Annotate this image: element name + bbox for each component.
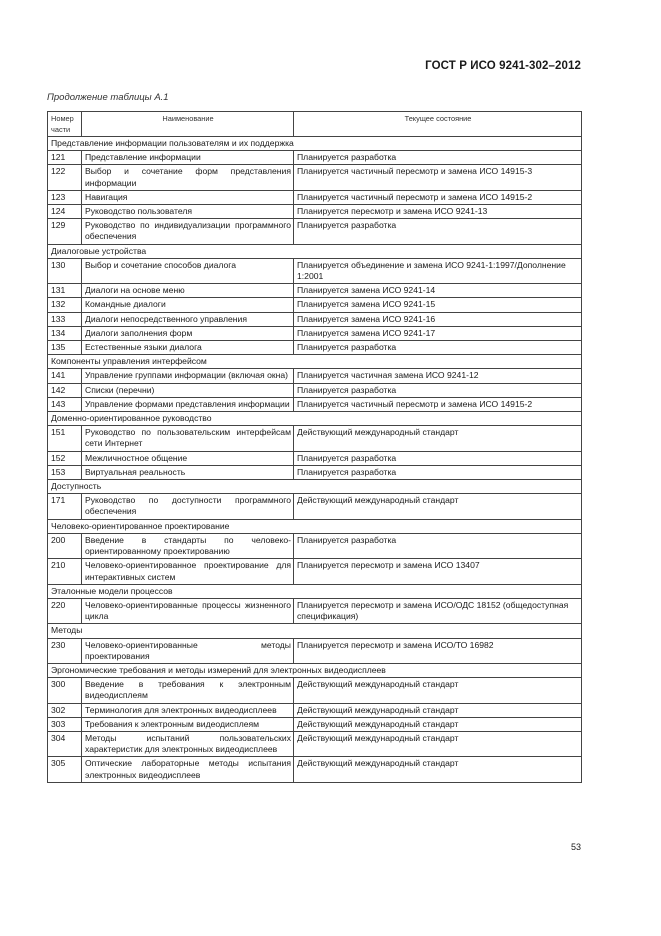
part-name: Руководство пользователя <box>82 205 294 219</box>
section-title: Диалоговые устройства <box>48 244 582 258</box>
section-title: Компоненты управления интерфейсом <box>48 355 582 369</box>
part-number: 303 <box>48 717 82 731</box>
part-status: Планируется разработка <box>294 151 582 165</box>
part-status: Планируется пересмотр и замена ИСО/ОДС 18152 (общедоступная спецификация) <box>294 598 582 623</box>
part-name: Методы испытаний пользовательских характеристик для электронных видеодисплеев <box>82 731 294 756</box>
table-row <box>48 397 582 411</box>
part-name: Выбор и сочетание форм представления информации <box>82 165 294 190</box>
table-row <box>48 219 582 244</box>
part-number: 134 <box>48 326 82 340</box>
part-status: Действующий международный стандарт <box>294 717 582 731</box>
table-row <box>48 703 582 717</box>
part-number: 143 <box>48 397 82 411</box>
column-header-status: Текущее состояние <box>294 112 582 137</box>
part-status: Планируется частичный пересмотр и замена ИСО 14915-3 <box>294 165 582 190</box>
part-number: 200 <box>48 533 82 558</box>
part-number: 124 <box>48 205 82 219</box>
part-name: Терминология для электронных видеодисплеев <box>82 703 294 717</box>
part-status: Действующий международный стандарт <box>294 494 582 519</box>
table-row <box>48 369 582 383</box>
table-section-row <box>48 519 582 533</box>
part-name: Руководство по пользовательским интерфейсам сети Интернет <box>82 426 294 451</box>
table-row <box>48 205 582 219</box>
part-number: 171 <box>48 494 82 519</box>
part-number: 132 <box>48 298 82 312</box>
table-section-row <box>48 244 582 258</box>
part-number: 210 <box>48 559 82 584</box>
table-row <box>48 151 582 165</box>
table-section-row <box>48 624 582 638</box>
part-number: 131 <box>48 284 82 298</box>
part-number: 121 <box>48 151 82 165</box>
part-number: 230 <box>48 638 82 663</box>
part-number: 129 <box>48 219 82 244</box>
part-name: Межличностное общение <box>82 451 294 465</box>
part-status: Действующий международный стандарт <box>294 426 582 451</box>
part-name: Диалоги заполнения форм <box>82 326 294 340</box>
column-header-number: Номер части <box>48 112 82 137</box>
table-row <box>48 190 582 204</box>
part-number: 142 <box>48 383 82 397</box>
part-name: Списки (перечни) <box>82 383 294 397</box>
part-number: 304 <box>48 731 82 756</box>
part-status: Планируется частичная замена ИСО 9241-12 <box>294 369 582 383</box>
part-name: Выбор и сочетание способов диалога <box>82 258 294 283</box>
table-row <box>48 426 582 451</box>
table-row <box>48 341 582 355</box>
part-status: Планируется объединение и замена ИСО 9241-1:1997/Дополнение 1:2001 <box>294 258 582 283</box>
part-number: 302 <box>48 703 82 717</box>
table-section-row <box>48 137 582 151</box>
table-row <box>48 638 582 663</box>
document-header: ГОСТ Р ИСО 9241-302–2012 <box>425 60 581 72</box>
table-section-row <box>48 355 582 369</box>
table-row <box>48 598 582 623</box>
part-status: Планируется замена ИСО 9241-17 <box>294 326 582 340</box>
part-name: Управление формами представления информации <box>82 397 294 411</box>
part-name: Руководство по доступности программного обеспечения <box>82 494 294 519</box>
part-number: 141 <box>48 369 82 383</box>
table-row <box>48 165 582 190</box>
part-status: Планируется разработка <box>294 465 582 479</box>
table-row <box>48 559 582 584</box>
part-status: Планируется частичный пересмотр и замена ИСО 14915-2 <box>294 397 582 411</box>
part-status: Действующий международный стандарт <box>294 703 582 717</box>
part-status: Планируется пересмотр и замена ИСО 13407 <box>294 559 582 584</box>
part-status: Планируется разработка <box>294 451 582 465</box>
part-name: Человеко-ориентированное проектирование для интерактивных систем <box>82 559 294 584</box>
table-row <box>48 731 582 756</box>
table-row <box>48 757 582 782</box>
table-row <box>48 298 582 312</box>
part-status: Планируется разработка <box>294 533 582 558</box>
part-name: Командные диалоги <box>82 298 294 312</box>
part-status: Планируется замена ИСО 9241-15 <box>294 298 582 312</box>
part-name: Навигация <box>82 190 294 204</box>
part-status: Планируется разработка <box>294 383 582 397</box>
part-name: Введение в стандарты по человеко-ориентированному проектированию <box>82 533 294 558</box>
part-number: 122 <box>48 165 82 190</box>
part-number: 220 <box>48 598 82 623</box>
part-status: Планируется разработка <box>294 341 582 355</box>
part-number: 305 <box>48 757 82 782</box>
part-name: Руководство по индивидуализации программного обеспечения <box>82 219 294 244</box>
part-name: Введение в требования к электронным видеодисплеям <box>82 678 294 703</box>
table-section-row <box>48 480 582 494</box>
part-number: 135 <box>48 341 82 355</box>
part-status: Планируется замена ИСО 9241-16 <box>294 312 582 326</box>
part-name: Представление информации <box>82 151 294 165</box>
part-status: Планируется пересмотр и замена ИСО 9241-13 <box>294 205 582 219</box>
table-row <box>48 284 582 298</box>
table-section-row <box>48 663 582 677</box>
part-name: Оптические лабораторные методы испытания электронных видеодисплеев <box>82 757 294 782</box>
table-body <box>48 137 582 783</box>
table-row <box>48 465 582 479</box>
table-header-row <box>48 112 582 137</box>
part-status: Планируется частичный пересмотр и замена ИСО 14915-2 <box>294 190 582 204</box>
part-name: Виртуальная реальность <box>82 465 294 479</box>
part-name: Управление группами информации (включая окна) <box>82 369 294 383</box>
table-row <box>48 326 582 340</box>
section-title: Доступность <box>48 480 582 494</box>
part-name: Естественные языки диалога <box>82 341 294 355</box>
part-number: 123 <box>48 190 82 204</box>
table-row <box>48 533 582 558</box>
table-row <box>48 451 582 465</box>
section-title: Методы <box>48 624 582 638</box>
table-section-row <box>48 584 582 598</box>
part-name: Диалоги непосредственного управления <box>82 312 294 326</box>
section-title: Человеко-ориентированное проектирование <box>48 519 582 533</box>
part-status: Планируется пересмотр и замена ИСО/ТО 16982 <box>294 638 582 663</box>
table-row <box>48 717 582 731</box>
part-name: Человеко-ориентированные методы проектирования <box>82 638 294 663</box>
table-row <box>48 678 582 703</box>
table-row <box>48 312 582 326</box>
part-status: Планируется разработка <box>294 219 582 244</box>
table-row <box>48 494 582 519</box>
section-title: Доменно-ориентированное руководство <box>48 412 582 426</box>
part-number: 300 <box>48 678 82 703</box>
page-number: 53 <box>570 842 581 852</box>
part-status: Действующий международный стандарт <box>294 731 582 756</box>
table-section-row <box>48 412 582 426</box>
table-row <box>48 258 582 283</box>
part-name: Человеко-ориентированные процессы жизненного цикла <box>82 598 294 623</box>
part-name: Диалоги на основе меню <box>82 284 294 298</box>
column-header-name: Наименование <box>82 112 294 137</box>
part-status: Планируется замена ИСО 9241-14 <box>294 284 582 298</box>
table-caption: Продолжение таблицы А.1 <box>47 92 169 103</box>
part-status: Действующий международный стандарт <box>294 757 582 782</box>
part-number: 151 <box>48 426 82 451</box>
section-title: Эргономические требования и методы измерений для электронных видеодисплеев <box>48 663 582 677</box>
section-title: Эталонные модели процессов <box>48 584 582 598</box>
part-number: 152 <box>48 451 82 465</box>
table-row <box>48 383 582 397</box>
part-number: 153 <box>48 465 82 479</box>
part-number: 130 <box>48 258 82 283</box>
standards-table <box>47 111 582 783</box>
part-status: Действующий международный стандарт <box>294 678 582 703</box>
part-number: 133 <box>48 312 82 326</box>
section-title: Представление информации пользователям и их поддержка <box>48 137 582 151</box>
part-name: Требования к электронным видеодисплеям <box>82 717 294 731</box>
